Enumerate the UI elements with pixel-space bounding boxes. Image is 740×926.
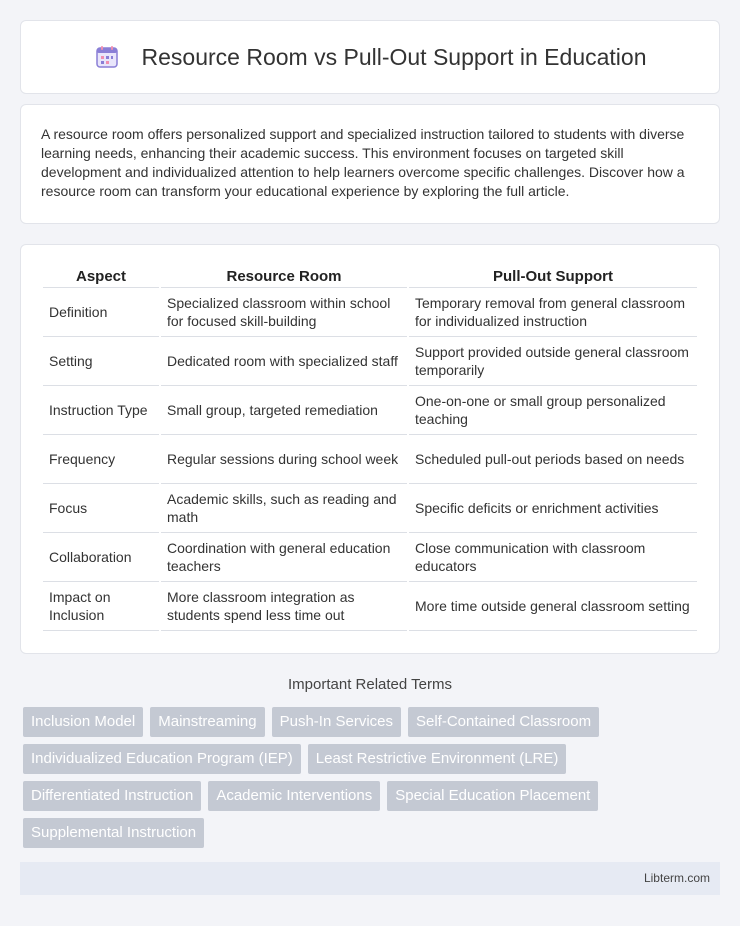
cell-pull-out: More time outside general classroom setting	[408, 582, 697, 631]
tag-supplemental-instruction[interactable]: Supplemental Instruction	[23, 818, 204, 848]
cell-aspect: Setting	[43, 337, 160, 386]
cell-resource-room: Specialized classroom within school for focused skill-building	[160, 288, 408, 337]
cell-resource-room: Small group, targeted remediation	[160, 386, 408, 435]
cell-pull-out: Support provided outside general classroom temporarily	[408, 337, 697, 386]
cell-aspect: Collaboration	[43, 533, 160, 582]
page-title: Resource Room vs Pull-Out Support in Education	[141, 43, 647, 70]
tag-iep[interactable]: Individualized Education Program (IEP)	[23, 744, 301, 774]
cell-resource-room: Coordination with general education teachers	[160, 533, 408, 582]
cell-aspect: Frequency	[43, 435, 160, 484]
tag-mainstreaming[interactable]: Mainstreaming	[150, 707, 264, 737]
cell-aspect: Definition	[43, 288, 160, 337]
footer-site-link[interactable]: Libterm.com	[643, 871, 710, 885]
related-terms-list	[23, 707, 723, 855]
tag-push-in-services[interactable]: Push-In Services	[272, 707, 401, 737]
header-resource-room: Resource Room	[160, 265, 408, 288]
header-pull-out-support: Pull-Out Support	[408, 265, 697, 288]
tag-self-contained-classroom[interactable]: Self-Contained Classroom	[408, 707, 599, 737]
table-row	[43, 533, 697, 582]
cell-resource-room: Academic skills, such as reading and math	[160, 484, 408, 533]
tag-differentiated-instruction[interactable]: Differentiated Instruction	[23, 781, 201, 811]
intro-card	[20, 104, 720, 224]
table-row	[43, 288, 697, 337]
cell-pull-out: Specific deficits or enrichment activities	[408, 484, 697, 533]
cell-aspect: Instruction Type	[43, 386, 160, 435]
table-row	[43, 435, 697, 484]
cell-resource-room: Dedicated room with specialized staff	[160, 337, 408, 386]
cell-pull-out: Scheduled pull-out periods based on needs	[408, 435, 697, 484]
footer	[20, 862, 720, 895]
tag-lre[interactable]: Least Restrictive Environment (LRE)	[308, 744, 567, 774]
intro-text: A resource room offers personalized support and specialized instruction tailored to students with diverse learning needs, enhancing their academic success. This environment focuses on targeted skill development and individualized attention to help learners overcome specific challenges. Discover how a resource room can transform your educational experience by exploring the full article.	[41, 126, 685, 199]
table-row	[43, 386, 697, 435]
table-row	[43, 484, 697, 533]
tag-inclusion-model[interactable]: Inclusion Model	[23, 707, 143, 737]
cell-aspect: Impact on Inclusion	[43, 582, 160, 631]
cell-resource-room: More classroom integration as students spend less time out	[160, 582, 408, 631]
cell-aspect: Focus	[43, 484, 160, 533]
cell-pull-out: One-on-one or small group personalized teaching	[408, 386, 697, 435]
related-terms-title: Important Related Terms	[288, 676, 452, 693]
comparison-table-card	[20, 244, 720, 654]
tag-academic-interventions[interactable]: Academic Interventions	[208, 781, 380, 811]
comparison-table	[43, 265, 697, 631]
calendar-icon	[94, 44, 120, 70]
header-card	[20, 20, 720, 94]
cell-pull-out: Close communication with classroom educators	[408, 533, 697, 582]
tag-special-education-placement[interactable]: Special Education Placement	[387, 781, 598, 811]
header-aspect: Aspect	[75, 268, 127, 285]
cell-resource-room: Regular sessions during school week	[160, 435, 408, 484]
table-row	[43, 582, 697, 631]
cell-pull-out: Temporary removal from general classroom for individualized instruction	[408, 288, 697, 337]
table-row	[43, 337, 697, 386]
table-header-row	[43, 265, 697, 288]
